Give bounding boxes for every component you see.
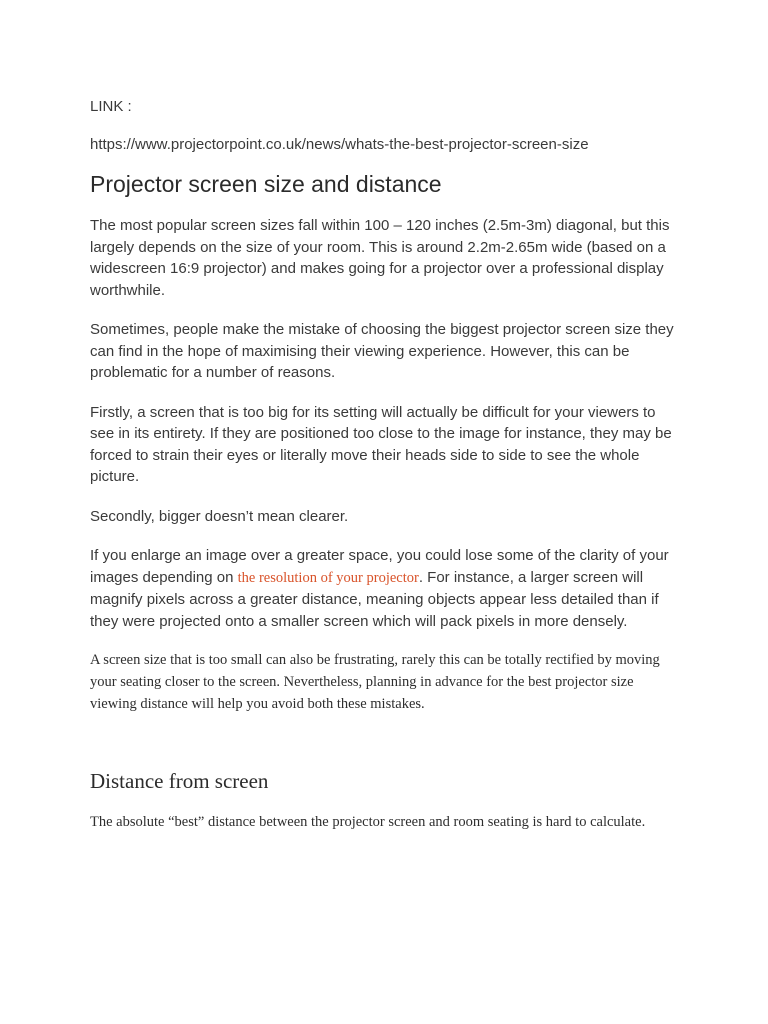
source-url: https://www.projectorpoint.co.uk/news/whats-the-best-projector-screen-size — [90, 135, 589, 153]
link-label: LINK : — [90, 98, 132, 115]
section-heading-distance: Distance from screen — [90, 769, 269, 793]
paragraph-resolution — [90, 545, 680, 632]
paragraph-too-big: Firstly, a screen that is too big for its setting will actually be difficult for your viewers to see in its entirety. If they are positioned too close to the image for instance, they may be forced to strain their eyes or literally move their heads side to side to see the whole picture. — [90, 403, 672, 485]
resolution-text-before: If you enlarge an image over a greater space, you could lose some of the clarity of your images depending on — [90, 547, 669, 586]
paragraph-biggest-mistake: Sometimes, people make the mistake of choosing the biggest projector screen size they can find in the hope of maximising their viewing experience. However, this can be problematic for a number of reasons. — [90, 321, 674, 381]
paragraph-bigger-not-clearer: Secondly, bigger doesn’t mean clearer. — [90, 507, 349, 525]
section-heading-screen-size: Projector screen size and distance — [90, 171, 442, 197]
resolution-link[interactable]: the resolution of your projector — [237, 569, 419, 586]
paragraph-too-small: A screen size that is too small can also be frustrating, rarely this can be totally rectified by moving your seating closer to the screen. Nevertheless, planning in advance for the best projector size viewing distance will help you avoid both these mistakes. — [90, 652, 660, 712]
document-page — [90, 96, 680, 833]
paragraph-best-distance: The absolute “best” distance between the projector screen and room seating is hard to calculate. — [90, 814, 646, 830]
resolution-text-after: . For instance, a larger screen will magnify pixels across a greater distance, meaning objects appear less detailed than if they were projected onto a smaller screen which will pack pixels in more densely. — [90, 568, 659, 630]
paragraph-popular-sizes: The most popular screen sizes fall within 100 – 120 inches (2.5m-3m) diagonal, but this largely depends on the size of your room. This is around 2.2m-2.65m wide (based on a widescreen 16:9 projector) and makes going for a projector over a professional display worthwhile. — [90, 217, 670, 299]
